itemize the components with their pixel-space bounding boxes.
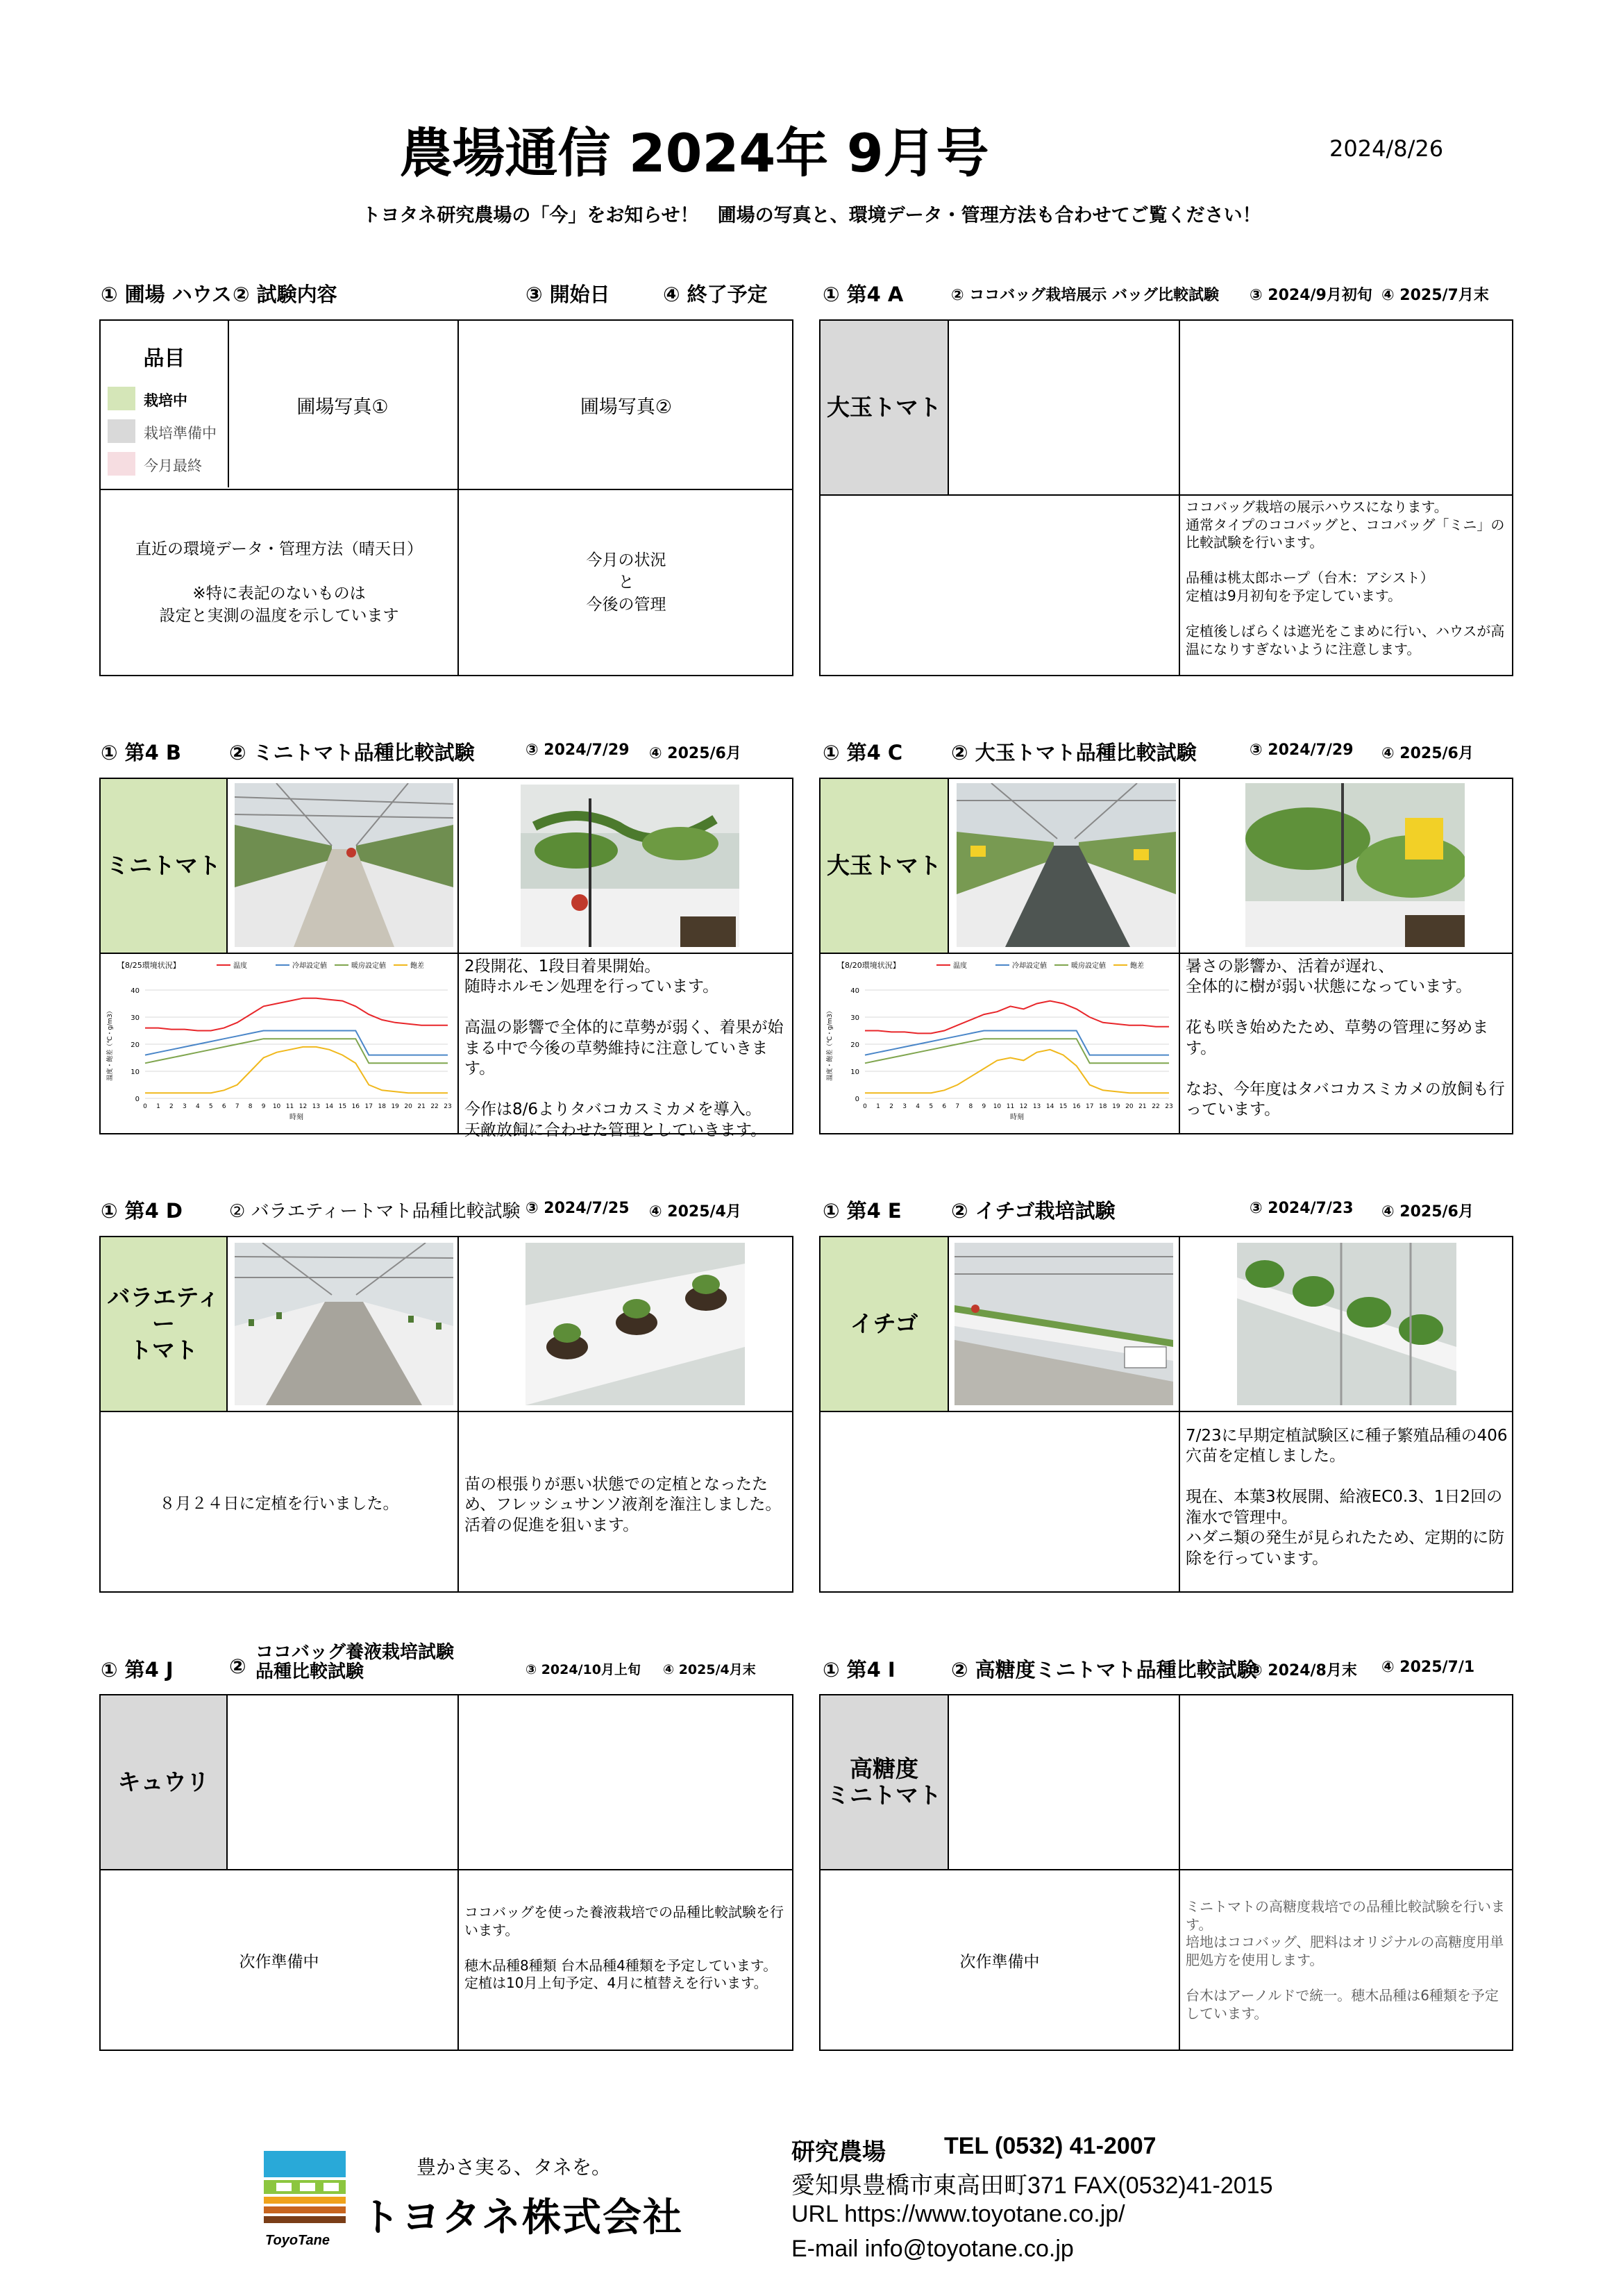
x-tick-label-3: 3 <box>183 1103 187 1110</box>
section-c-crop: 大玉トマト <box>821 779 949 953</box>
section-b-field: ① 第4 B <box>101 741 182 764</box>
x-tick-label-6: 6 <box>221 1103 226 1110</box>
status-label-preparing: 栽培準備中 <box>144 425 217 442</box>
section-b-photo-1 <box>235 783 453 947</box>
x-tick-label-18: 18 <box>1099 1103 1107 1110</box>
section-j-box <box>99 1694 793 2051</box>
x-tick-label-1: 1 <box>156 1103 160 1110</box>
section-d-field: ① 第4 D <box>101 1199 183 1223</box>
section-e-box <box>819 1236 1513 1593</box>
legend-box <box>99 319 793 676</box>
section-b-note: 2段開花、1段目着果開始。 随時ホルモン処理を行っています。 高温の影響で全体的に草勢が弱く、着果が始まる中で今後の草勢維持に注意していきます。 今作は8/6よりタバコカスミカメを導入。 天敵放飼に合わせた管理としていきます。 <box>464 957 784 1139</box>
company-slogan: 豊かさ実る、タネを。 <box>417 2156 612 2179</box>
farm-address: 愛知県豊橋市東高田町371 FAX(0532)41-2015 <box>791 2172 1273 2199</box>
series-line-2 <box>145 1039 448 1063</box>
x-tick-label-16: 16 <box>1072 1103 1081 1110</box>
x-tick-label-0: 0 <box>143 1103 147 1110</box>
section-i-crop: 高糖度 ミニトマト <box>821 1695 949 1869</box>
section-j-trial-line2: 品種比較試験 <box>255 1661 364 1683</box>
section-c-photo-2 <box>1245 783 1465 947</box>
x-tick-label-21: 21 <box>1138 1103 1147 1110</box>
section-a-end: ④ 2025/7月末 <box>1381 287 1489 304</box>
x-axis-label: 時刻 <box>289 1114 303 1121</box>
x-tick-label-2: 2 <box>889 1103 893 1110</box>
section-e-field: ① 第4 E <box>823 1199 902 1223</box>
section-e-crop: イチゴ <box>821 1237 949 1411</box>
x-tick-label-23: 23 <box>444 1103 452 1110</box>
section-j-crop: キュウリ <box>101 1695 228 1869</box>
env-data-note: 直近の環境データ・管理方法（晴天日） ※特に表記のないものは 設定と実測の温度を示しています <box>135 539 423 626</box>
section-c-box <box>819 778 1513 1134</box>
section-i-end: ④ 2025/7/1 <box>1381 1659 1475 1676</box>
section-d-photo-1 <box>235 1243 453 1405</box>
y-tick-label-0: 0 <box>135 1096 140 1103</box>
y-tick-label-10: 10 <box>131 1069 140 1076</box>
section-a-crop: 大玉トマト <box>821 321 949 494</box>
section-j-trial-marker: ② <box>229 1654 246 1678</box>
x-tick-label-4: 4 <box>195 1103 200 1110</box>
x-tick-label-14: 14 <box>325 1103 334 1110</box>
x-tick-label-22: 22 <box>430 1103 439 1110</box>
section-a-field: ① 第4 A <box>823 283 904 306</box>
status-label-growing: 栽培中 <box>144 392 187 409</box>
company-name: トヨタネ株式会社 <box>361 2195 683 2240</box>
farm-name: 研究農場 <box>791 2139 886 2165</box>
farm-email[interactable]: E-mail info@toyotane.co.jp <box>791 2236 1074 2262</box>
env-chart-c <box>822 954 1177 1133</box>
legend-header-field: ① 圃場 ハウス <box>101 283 232 306</box>
section-a-box <box>819 319 1513 676</box>
section-d-left-note: ８月２４日に定植を行いました。 <box>159 1494 399 1513</box>
series-line-1 <box>145 1031 448 1055</box>
section-j-start: ③ 2024/10月上旬 <box>525 1662 641 1677</box>
section-c-photo-1 <box>957 783 1176 947</box>
section-e-photo-2 <box>1237 1243 1456 1405</box>
section-a-trial: ② ココバッグ栽培展示 バッグ比較試験 <box>951 287 1219 304</box>
section-c-trial: ② 大玉トマト品種比較試験 <box>951 741 1197 764</box>
logo-text: ToyoTane <box>265 2233 330 2248</box>
x-tick-label-11: 11 <box>1006 1103 1015 1110</box>
section-c-note: 暑さの影響か、活着が遅れ、 全体的に樹が弱い状態になっています。 花も咲き始めたため、草勢の管理に努めます。 なお、今年度はタバコカスミカメの放飼も行っています。 <box>1186 957 1505 1119</box>
x-tick-label-2: 2 <box>169 1103 174 1110</box>
x-tick-label-6: 6 <box>942 1103 947 1110</box>
section-j-note: ココバッグを使った養液栽培での品種比較試験を行います。 穂木品種8種類 台木品種4種類を予定しています。 定植は10月上旬予定、4月に植替えを行います。 <box>464 1904 784 1992</box>
section-e-start: ③ 2024/7/23 <box>1250 1200 1354 1217</box>
x-tick-label-11: 11 <box>285 1103 294 1110</box>
x-tick-label-12: 12 <box>298 1103 308 1110</box>
x-tick-label-19: 19 <box>1112 1103 1120 1110</box>
series-line-1 <box>865 1031 1169 1055</box>
section-j-trial-title: ココバッグ養液栽培試験 <box>255 1642 455 1663</box>
legend-label-0: 温度 <box>233 962 247 970</box>
legend-label-1: 冷却設定値 <box>292 962 327 970</box>
x-tick-label-21: 21 <box>417 1103 426 1110</box>
section-i-trial: ② 高糖度ミニトマト品種比較試験 <box>951 1658 1257 1682</box>
status-swatch-preparing <box>108 419 135 443</box>
section-j-trial-text <box>255 1643 454 1682</box>
section-c-field: ① 第4 C <box>823 741 903 764</box>
legend-label-3: 飽差 <box>1130 962 1144 970</box>
x-tick-label-10: 10 <box>272 1103 281 1110</box>
x-tick-label-20: 20 <box>1125 1103 1134 1110</box>
section-e-note: 7/23に早期定植試験区に種子繁殖品種の406穴苗を定植しました。 現在、本葉3枚展開、給液EC0.3、1日2回の潅水で管理中。 ハダニ類の発生が見られたため、定期的に防除を行っています。 <box>1186 1427 1508 1568</box>
section-b-trial: ② ミニトマト品種比較試験 <box>229 741 475 764</box>
status-swatch-growing <box>108 387 135 410</box>
farm-url[interactable]: URL https://www.toyotane.co.jp/ <box>791 2201 1125 2227</box>
section-c-start: ③ 2024/7/29 <box>1250 741 1354 759</box>
x-tick-label-7: 7 <box>955 1103 960 1110</box>
section-d-trial: ② バラエティートマト品種比較試験 <box>229 1201 521 1222</box>
status-note: 今月の状況 と 今後の管理 <box>586 551 666 614</box>
section-d-start: ③ 2024/7/25 <box>525 1200 630 1217</box>
issue-date: 2024/8/26 <box>1329 135 1444 162</box>
legend-label-3: 飽差 <box>410 962 424 970</box>
legend-label-2: 暖房設定値 <box>1071 962 1106 970</box>
legend-header-trial: ② 試験内容 <box>233 283 337 306</box>
x-tick-label-16: 16 <box>351 1103 360 1110</box>
x-tick-label-12: 12 <box>1019 1103 1028 1110</box>
series-line-0 <box>145 998 448 1031</box>
legend-label-0: 温度 <box>953 962 967 970</box>
section-b-chart <box>102 954 456 1133</box>
x-tick-label-19: 19 <box>391 1103 399 1110</box>
status-label-final: 今月最終 <box>144 458 202 474</box>
x-tick-label-5: 5 <box>929 1103 934 1110</box>
section-a-note: ココバッグ栽培の展示ハウスになります。 通常タイプのココバッグと、ココバッグ「ミニ」の比較試験を行います。 品種は桃太郎ホープ（台木：アシスト） 定植は9月初旬を予定しています。 定植後しばらくは遮光をこまめに行い、ハウスが高温になりすぎないように注意します。 <box>1186 498 1505 657</box>
x-tick-label-8: 8 <box>248 1103 253 1110</box>
section-j-left-note: 次作準備中 <box>239 1952 319 1971</box>
status-swatch-final <box>108 452 135 476</box>
photo-2-label: 圃場写真② <box>580 396 673 418</box>
x-tick-label-22: 22 <box>1152 1103 1160 1110</box>
env-chart-b <box>102 954 456 1133</box>
x-tick-label-13: 13 <box>1032 1103 1041 1110</box>
item-label: 品目 <box>143 346 185 371</box>
x-tick-label-23: 23 <box>1165 1103 1173 1110</box>
section-c-end: ④ 2025/6月 <box>1381 745 1474 762</box>
y-tick-label-40: 40 <box>131 987 140 995</box>
x-tick-label-7: 7 <box>235 1103 239 1110</box>
x-tick-label-20: 20 <box>404 1103 412 1110</box>
legend-label-1: 冷却設定値 <box>1012 962 1047 970</box>
company-logo <box>264 2151 346 2255</box>
y-tick-label-10: 10 <box>850 1069 859 1076</box>
legend-header-start: ③ 開始日 <box>525 283 610 306</box>
x-tick-label-10: 10 <box>993 1103 1002 1110</box>
section-b-box <box>99 778 793 1139</box>
section-e-end: ④ 2025/6月 <box>1381 1203 1474 1221</box>
x-axis-label: 時刻 <box>1010 1114 1024 1121</box>
x-tick-label-9: 9 <box>982 1103 986 1110</box>
x-tick-label-3: 3 <box>902 1103 907 1110</box>
y-tick-label-0: 0 <box>855 1096 859 1103</box>
x-tick-label-5: 5 <box>208 1103 213 1110</box>
x-tick-label-15: 15 <box>1059 1103 1068 1110</box>
y-axis-label: 温度・飽差（℃・g/m3） <box>107 1007 114 1081</box>
y-axis-label: 温度・飽差（℃・g/m3） <box>827 1007 834 1081</box>
section-c-chart <box>822 954 1177 1133</box>
page-title: 農場通信 2024年 9月号 <box>399 122 989 184</box>
section-i-left-note: 次作準備中 <box>959 1952 1040 1971</box>
farm-tel: TEL (0532) 41-2007 <box>944 2133 1157 2159</box>
section-e-photo-1 <box>955 1243 1173 1405</box>
y-tick-label-30: 30 <box>850 1014 859 1022</box>
section-i-start: ③ 2024/8月末 <box>1250 1662 1357 1679</box>
section-e-trial: ② イチゴ栽培試験 <box>951 1199 1116 1223</box>
section-b-start: ③ 2024/7/29 <box>525 741 630 759</box>
section-d-photo-2 <box>525 1243 745 1405</box>
section-b-crop: ミニトマト <box>101 779 228 953</box>
x-tick-label-9: 9 <box>261 1103 266 1110</box>
y-tick-label-40: 40 <box>850 987 859 995</box>
section-d-note: 苗の根張りが悪い状態での定植となったため、フレッシュサンソ液剤を潅注しました。 活着の促進を狙います。 <box>464 1475 782 1534</box>
section-d-box <box>99 1236 793 1593</box>
x-tick-label-14: 14 <box>1045 1103 1054 1110</box>
y-tick-label-20: 20 <box>131 1041 140 1049</box>
section-i-note: ミニトマトの高糖度栽培での品種比較試験を行います。 培地はココバッグ、肥料はオリジナルの高糖度用単肥処方を使用します。 台木はアーノルドで統一。穂木品種は6種類を予定しています。 <box>1186 1898 1505 2022</box>
x-tick-label-18: 18 <box>378 1103 386 1110</box>
x-tick-label-1: 1 <box>876 1103 880 1110</box>
legend-header-end: ④ 終了予定 <box>663 283 768 306</box>
section-d-crop: バラエティー トマト <box>101 1237 228 1411</box>
section-i-field: ① 第4 I <box>823 1658 895 1682</box>
x-tick-label-13: 13 <box>312 1103 321 1110</box>
x-tick-label-17: 17 <box>364 1103 373 1110</box>
section-i-box <box>819 1694 1513 2051</box>
page-subtitle: トヨタネ研究農場の「今」をお知らせ！ 圃場の写真と、環境データ・管理方法も合わせてご覧ください！ <box>362 205 1261 226</box>
y-tick-label-20: 20 <box>850 1041 859 1049</box>
x-tick-label-8: 8 <box>968 1103 973 1110</box>
x-tick-label-15: 15 <box>338 1103 347 1110</box>
legend-label-2: 暖房設定値 <box>351 962 386 970</box>
x-tick-label-0: 0 <box>863 1103 867 1110</box>
x-tick-label-4: 4 <box>916 1103 920 1110</box>
section-a-start: ③ 2024/9月初旬 <box>1250 287 1372 304</box>
section-d-end: ④ 2025/4月 <box>649 1203 741 1221</box>
section-j-field: ① 第4 J <box>101 1658 174 1682</box>
section-j-end: ④ 2025/4月末 <box>663 1662 756 1677</box>
section-b-photo-2 <box>521 785 739 947</box>
section-b-end: ④ 2025/6月 <box>649 745 741 762</box>
y-tick-label-30: 30 <box>131 1014 140 1022</box>
photo-1-label: 圃場写真① <box>296 396 389 418</box>
chart-title: 【8/20環境状況】 <box>837 961 900 970</box>
x-tick-label-17: 17 <box>1086 1103 1094 1110</box>
chart-title: 【8/25環境状況】 <box>117 961 180 970</box>
